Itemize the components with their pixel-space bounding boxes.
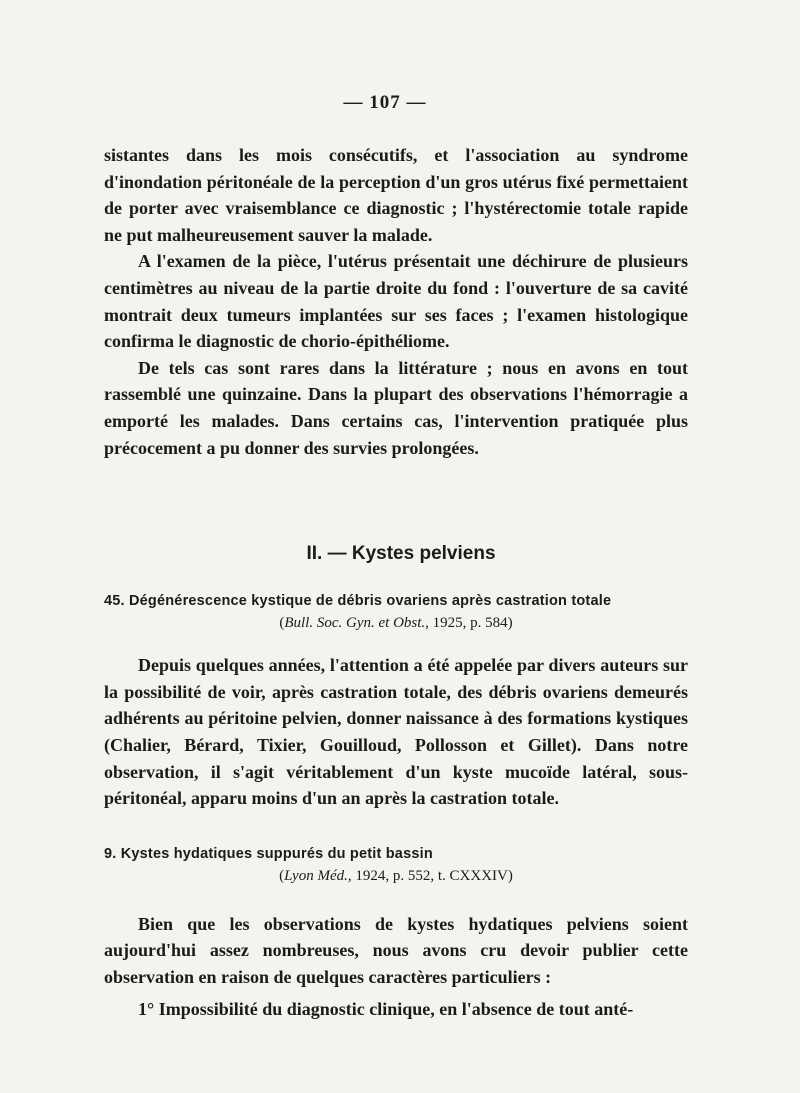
ref-details: , 1925, p. 584) xyxy=(425,615,513,632)
entry-body: Depuis quelques années, l'attention a été appelée par divers auteurs sur la possibilité de voir, après castration totale, des débris ovariens demeurés adhérents au péritoine pelvien, donner naissance à des formations kystiques (Chalier, Bérard, Tixier, Gouilloud, Pollosson et Gillet). Dans notre observation, il s'agit véritablement d'un kyste mucoïde latéral, sous-péritonéal, apparu moins d'un an après la castration totale. xyxy=(104,655,688,809)
entry-reference xyxy=(104,868,688,885)
entry-9 xyxy=(104,846,688,885)
ref-journal: Bull. Soc. Gyn. et Obst. xyxy=(284,615,426,632)
entry-title: 45. Dégénérescence kystique de débris ovariens après castration totale xyxy=(104,593,612,610)
paragraph-examination: A l'examen de la pièce, l'utérus présentait une déchirure de plusieurs centimètres au niveau de la partie droite du fond : l'ouverture de sa cavité montrait deux tumeurs implantées sur ses faces ; l'examen histologique confirma le diagnostic de chorio-épithéliome. xyxy=(104,251,688,352)
page-number: — 107 — xyxy=(343,92,427,113)
entry-title: 9. Kystes hydatiques suppurés du petit bassin xyxy=(104,845,433,862)
section-title: II. — Kystes pelviens xyxy=(306,543,496,565)
ref-open: ( xyxy=(279,867,285,884)
entry-body: Bien que les observations de kystes hydatiques pelviens soient aujourd'hui assez nombreuses, nous avons cru devoir publier cette observation en raison de quelques caractères particuliers : xyxy=(104,913,688,987)
ref-details: , 1924, p. 552, t. CXXXIV) xyxy=(347,867,513,884)
ref-journal: Lyon Méd. xyxy=(284,867,348,884)
entry-45 xyxy=(104,593,688,632)
entry-reference xyxy=(104,615,688,632)
paragraph-continuation: sistantes dans les mois consécutifs, et l'association au syndrome d'inondation péritonéale de la perception d'un gros utérus fixé permettaient de porter avec vraisemblance ce diagnostic ; l'hystérectomie totale rapide ne put malheureusement sauver la malade. xyxy=(104,145,688,245)
page-content xyxy=(104,142,688,1023)
paragraph-rare-cases: De tels cas sont rares dans la littérature ; nous en avons en tout rassemblé une quinzaine. Dans la plupart des observations l'hémorragie a emporté les malades. Dans certains cas, l'intervention pratiquée plus précocement a pu donner des survies prolongées. xyxy=(104,357,688,458)
ref-open: ( xyxy=(279,615,285,632)
list-item: 1° Impossibilité du diagnostic clinique, en l'absence de tout anté- xyxy=(138,999,634,1020)
